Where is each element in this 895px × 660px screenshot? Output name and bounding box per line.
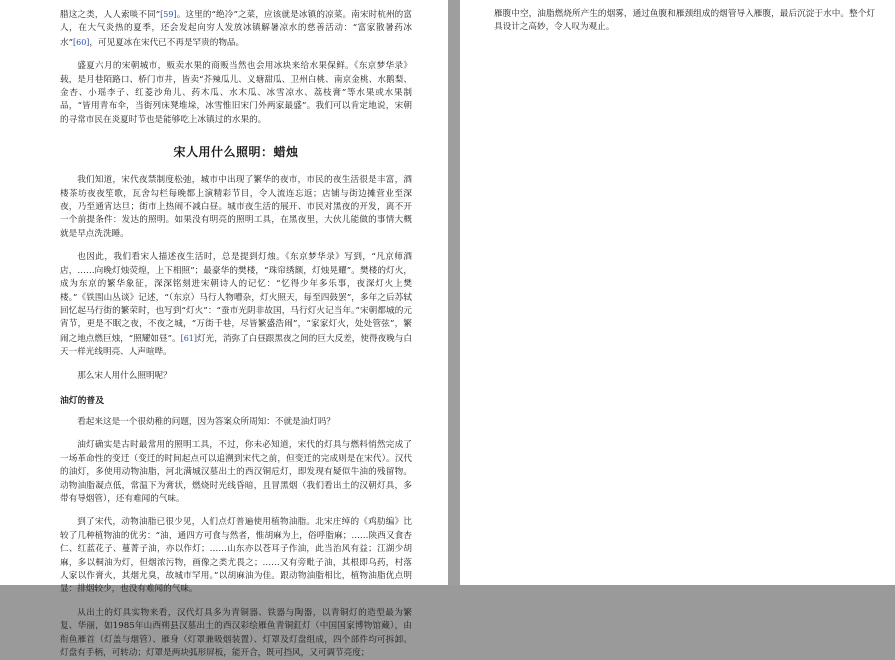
right-page[interactable]: [460, 0, 895, 585]
footnote-link[interactable]: [61]: [180, 333, 198, 343]
paragraph: [60, 8, 412, 50]
paragraph: 从出土的灯具实物来看，汉代灯具多为青铜器、铁器与陶器，以青铜灯的造型最为繁复、华丽，如1985年山西朔县汉墓出土的西汉彩绘雁鱼青铜釭灯（中国国家博物馆藏），由衔鱼雁首（灯盖与烟管）、雁身（灯罩兼吸烟装置）、灯罩及灯盘组成，四个部件均可拆卸。灯盘有手柄，可转动；灯罩是两块弧形屏板，能开合，既可挡风，又可调节亮度；: [60, 607, 412, 659]
paragraph: [60, 251, 412, 359]
footnote-link[interactable]: [59]: [160, 10, 177, 19]
paragraph-text: 腊这之类，人人索啖不同”: [60, 10, 161, 20]
paragraph: 到了宋代，动物油脂已很少见，人们点灯普遍使用植物油脂。北宋庄绰的《鸡肋编》比较了几种植物油的优劣：“油，通四方可食与然者，惟胡麻为上，俗呼脂麻；……陕西又食杏仁、红蓝花子、蔓菁子油，亦以作灯；……山东亦以苍耳子作油，此当治风有益；江湖少胡麻，多以桐油为灯，但烟浓污物，画像之类尤畏之；……又有旁毗子油，其根即乌药，村落人家以作膏火，其烟尤臭，故城市罕用。”以胡麻油为佳。跟动物油脂相比，植物油脂优点明显：排烟较少，也没有难闻的气味。: [60, 517, 412, 595]
left-page[interactable]: [0, 0, 448, 659]
subsection-heading: 油灯的普及: [60, 395, 104, 406]
section-heading: 宋人用什么照明：蜡烛: [173, 145, 299, 160]
paragraph-text: 灯光，消弥了白昼跟黑夜之间的巨大反差，使得夜晚与白天一样光线明亮、人声喧哗。: [60, 333, 412, 358]
paragraph: 看起来这是一个很幼稚的问题，因为答案众所周知：不就是油灯吗？: [77, 416, 336, 427]
paragraph: 盛夏六月的宋朝城市，贩卖水果的商贩当然也会用冰块来给水果保鲜。《东京梦华录》载，是月巷陌路口、桥门市井，皆卖“芥辣瓜儿、义塘甜瓜、卫州白桃、南京金桃、水鹅梨、金杏、小瑶李子、红菱沙角儿、药木瓜、水木瓜、冰雪凉水、荔枝膏”等水果或水果制品，“皆用青布伞，当街列床凳堆垛，冰雪惟旧宋门外两家最盛”。我们可以肯定地说，宋朝的寻常市民在炎夏时节也是能够吃上冰镇过的水果的。: [60, 61, 412, 125]
paragraph: 雁腹中空，油脂燃烧所产生的烟雾，通过鱼腹和雁颈组成的烟管导入雁腹，最后沉淀于水中。整个灯具设计之高妙，令人叹为观止。: [494, 9, 875, 33]
paragraph-text: 。这里的“绝冷”之菜，应该就是冰镇的凉菜。南宋时杭州的富人，在大气炎热的夏季，还会发起向穷人发放冰镇解暑凉水的慈善活动：“富家散暑药冰水”: [60, 10, 412, 48]
paragraph: 油灯确实是古时最常用的照明工具，不过，你未必知道，宋代的灯具与燃料悄然完成了一场革命性的变迁（变迁的时间起点可以追溯到宋代之前，但变迁的完成则是在宋代）。汉代的油灯，多使用动物油脂，河北满城汉墓出土的西汉铜卮灯，即发现有疑似牛油的残留物。动物油脂凝点低，常温下为膏状，燃烧时光线昏暗，且冒黑烟（我们看出土的汉朝灯具，多带有导烟管），还有难闻的气味。: [60, 440, 412, 504]
footnote-link[interactable]: [60]: [73, 37, 90, 47]
paragraph-text: 也因此，我们看宋人描述夜生活时，总是提到灯烛。《东京梦华录》写到，“凡京师酒店，……向晚灯烛荧煌，上下相照”；最豪华的樊楼，“珠帘绣额，灯烛晃耀”。樊楼的灯火，成为东京的繁华象征，深深铭刻进宋朝诗人的记忆：“忆得少年多乐事，夜深灯火上樊楼。”《铁围山丛谈》记述，“（东京）马行人物嘈杂，灯火照天，每至四鼓罢”，多年之后苏轼回忆起马行街的繁荣时，也写到“灯火”：“蚕市光阴非故国，马行灯火记当年。”宋朝都城的元宵节，更是不眠之夜，不夜之城，“万街千巷，尽皆繁盛浩闹”，“家家灯火，处处管弦”，繁闹之地点燃巨烛，“照耀如昼”。: [60, 252, 412, 344]
page-gutter: [448, 0, 460, 585]
paragraph-text: ，可见夏冰在宋代已不再是罕贵的物品。: [89, 37, 245, 48]
paragraph: 那么宋人用什么照明呢？: [77, 370, 172, 381]
paragraph: 我们知道，宋代夜禁制度松弛，城市中出现了繁华的夜市，市民的夜生活很是丰富，酒楼茶坊夜夜笙歌，瓦舍勾栏每晚都上演精彩节目，令人流连忘返；店铺与街边摊营业至深夜，乃至通宵达旦；街市上热闹不减白昼。城市夜生活的展开、市民对黑夜的开发，离不开一个前提条件：发达的照明。如果没有明亮的照明工具，在黑夜里，大伙儿能做的事情大概就是早点洗洗睡。: [60, 175, 412, 239]
